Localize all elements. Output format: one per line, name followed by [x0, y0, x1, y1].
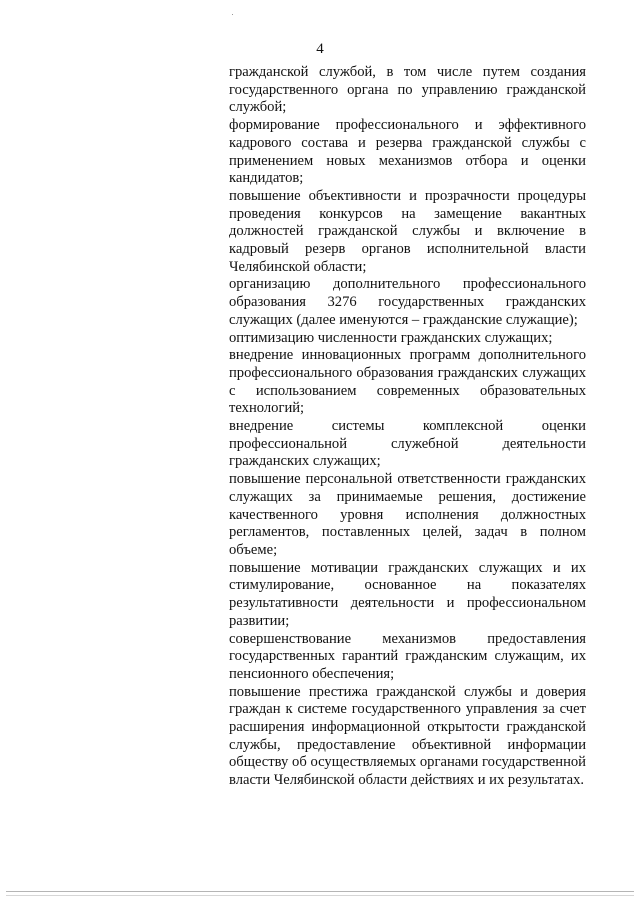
scan-bottom-line-secondary [6, 895, 634, 896]
paragraph-create-agency: гражданской службой, в том числе путем создания государственного органа по управлению гражданской службой; [229, 64, 586, 116]
scan-speck [232, 14, 233, 15]
paragraph-state-guarantees: совершенствование механизмов предоставления государственных гарантий гражданским служащим, их пенсионного обеспечения; [229, 630, 586, 682]
paragraph-prestige: повышение престижа гражданской службы и доверия граждан к системе государственного управления за счет расширения информационной открытости гражданской службы, предоставление объективной информации обществу об осуществляемых органами государственной власти Челябинской области действиях и их результатах. [229, 683, 586, 789]
paragraph-competition-transparency: повышение объективности и прозрачности процедуры проведения конкурсов на замещение вакантных должностей гражданской службы и включение в кадровый резерв органов исполнительной власти Челябинской области; [229, 187, 586, 275]
paragraph-motivation: повышение мотивации гражданских служащих и их стимулирование, основанное на показателях результативности деятельности и профессиональном развитии; [229, 559, 586, 629]
paragraph-innovative-programs: внедрение инновационных программ дополнительного профессионального образования гражданских служащих с использованием современных образовательных технологий; [229, 347, 586, 417]
paragraph-staff-optimization: оптимизацию численности гражданских служащих; [229, 329, 553, 346]
page-number: 4 [316, 41, 324, 57]
paragraph-personal-responsibility: повышение персональной ответственности гражданских служащих за принимаемые решения, достижение качественного уровня исполнения должностных регламентов, поставленных целей, задач в полном объеме; [229, 471, 586, 558]
paragraph-additional-education: организацию дополнительного профессионального образования 3276 государственных гражданских служащих (далее именуются – гражданские служащие); [229, 276, 586, 328]
paragraph-personnel-formation: формирование профессионального и эффективного кадрового состава и резерва гражданской службы с применением новых механизмов отбора и оценки кандидатов; [229, 117, 586, 187]
scan-bottom-line [6, 891, 634, 892]
paragraph-performance-evaluation: внедрение системы комплексной оценки профессиональной служебной деятельности гражданских служащих; [229, 418, 586, 470]
document-body [229, 64, 586, 790]
